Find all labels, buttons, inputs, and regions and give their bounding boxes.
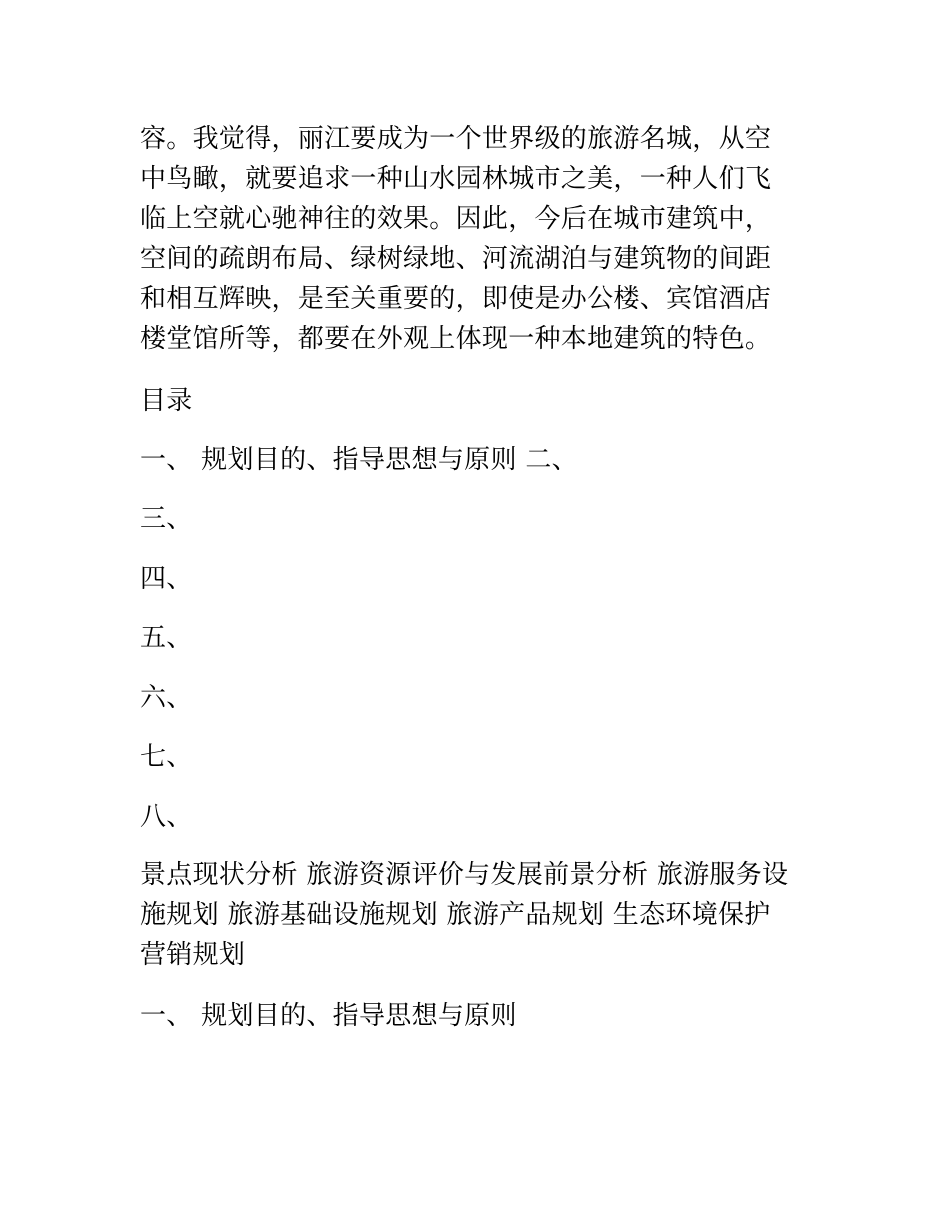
toc-number: 四、	[140, 564, 193, 594]
toc-titles-line: 营销规划	[140, 940, 246, 970]
paragraph-line: 临上空就心驰神往的效果。因此，今后在城市建筑中，	[140, 204, 772, 234]
paragraph-line: 中鸟瞰，就要追求一种山水园林城市之美，一种人们飞	[140, 164, 772, 194]
toc-number: 三、	[140, 504, 193, 534]
toc-number: 七、	[140, 742, 193, 772]
toc-titles-line: 施规划 旅游基础设施规划 旅游产品规划 生态环境保护	[140, 900, 771, 930]
toc-number: 八、	[140, 802, 193, 832]
paragraph-line: 和相互辉映，是至关重要的，即使是办公楼、宾馆酒店	[140, 284, 772, 314]
toc-item: 一、 规划目的、指导思想与原则 二、	[140, 445, 578, 475]
paragraph-line: 楼堂馆所等，都要在外观上体现一种本地建筑的特色。	[140, 324, 772, 354]
paragraph-line: 空间的疏朗布局、绿树绿地、河流湖泊与建筑物的间距	[140, 244, 772, 274]
toc-title: 目录	[140, 386, 193, 416]
section-heading: 一、 规划目的、指导思想与原则	[140, 1001, 517, 1031]
toc-titles-line: 景点现状分析 旅游资源评价与发展前景分析 旅游服务设	[140, 860, 789, 890]
toc-number: 五、	[140, 623, 193, 653]
paragraph-line: 容。我觉得，丽江要成为一个世界级的旅游名城，从空	[140, 124, 772, 154]
toc-number: 六、	[140, 683, 193, 713]
